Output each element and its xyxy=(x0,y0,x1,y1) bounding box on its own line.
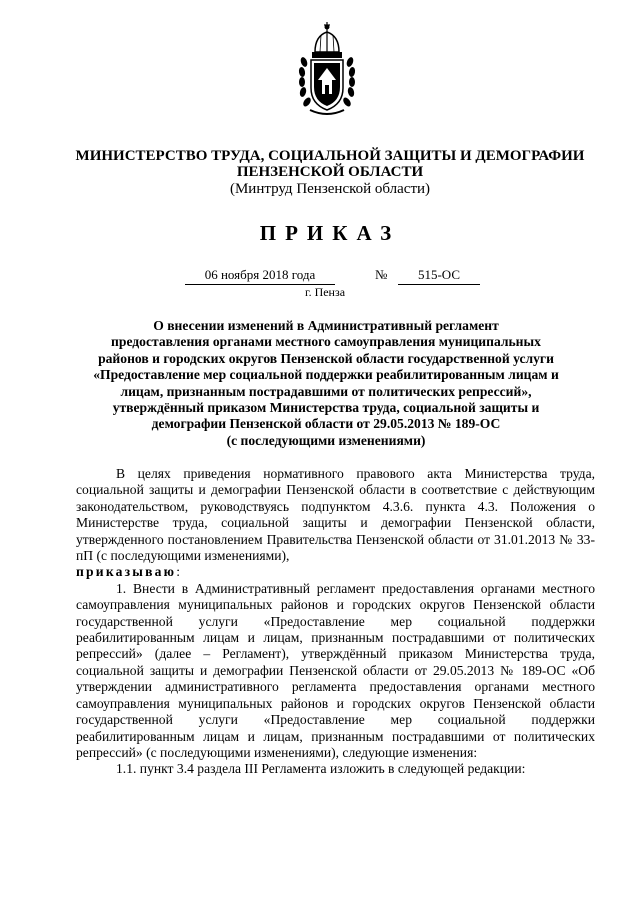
item-1-paragraph: 1. Внести в Административный регламент предоставления органами местного самоуправления муниципальных районов и городских округов Пензенской области государственной услуги «Предоставление мер социальной поддержки реабилитированным лицам и лицам, признанным пострадавшими от политических репрессий» (далее – Регламент), утверждённый приказом Министерства труда, социальной защиты и демографии Пензенской области от 29.05.2013 № 189-ОС «Об утверждении административного регламента предоставления органами местного самоуправления муниципальных районов и городских округов Пензенской области государственной услуги «Предоставление мер социальной поддержки реабилитированным лицам и лицам, признанным пострадавшими от политических репрессий» (с последующими изменениями), следующие изменения: xyxy=(76,580,595,760)
item-1-1-paragraph: 1.1. пункт 3.4 раздела III Регламента изложить в следующей редакции: xyxy=(116,761,526,777)
order-city: г. Пенза xyxy=(305,285,346,299)
number-sign: № xyxy=(375,267,388,282)
title-line: районов и городских округов Пензенской области государственной услуги xyxy=(98,350,554,366)
order-title xyxy=(60,318,592,449)
ministry-short-name: (Минтруд Пензенской области) xyxy=(229,181,431,197)
crown-icon xyxy=(312,22,342,58)
ministry-name-line1: МИНИСТЕРСТВО ТРУДА, СОЦИАЛЬНОЙ ЗАЩИТЫ И ДЕМОГРАФИИ xyxy=(75,148,585,164)
ministry-name-line2: ПЕНЗЕНСКОЙ ОБЛАСТИ xyxy=(236,164,424,180)
title-line: лицам, признанным пострадавшими от политических репрессий», xyxy=(120,383,532,399)
title-line: (с последующими изменениями) xyxy=(226,432,426,448)
title-line: О внесении изменений в Административный регламент xyxy=(153,318,499,333)
title-line: утверждённый приказом Министерства труда, социальной защиты и xyxy=(112,400,540,416)
title-line: демографии Пензенской области от 29.05.2013 № 189-ОС xyxy=(151,416,501,432)
command-word: приказываю xyxy=(76,564,177,580)
shield-icon xyxy=(311,60,343,110)
coat-of-arms-emblem xyxy=(298,22,356,118)
order-date: 06 ноября 2018 года xyxy=(185,267,335,285)
title-line: «Предоставление мер социальной поддержки реабилитированным лицам и xyxy=(93,367,559,383)
command-colon: : xyxy=(176,564,181,580)
document-type-heading: ПРИКАЗ xyxy=(259,221,401,245)
command-line xyxy=(76,564,595,580)
order-number: 515-ОС xyxy=(398,267,480,285)
title-line: предоставления органами местного самоуправления муниципальных xyxy=(111,334,541,350)
order-body xyxy=(76,466,595,778)
preamble-paragraph: В целях приведения нормативного правового акта Министерства труда, социальной защиты и демографии Пензенской области в соответствие с действующим законодательством, руководствуясь подпунктом 4.3.6. пункта 4.3. Положения о Министерстве труда, социальной защиты и демографии Пензенской области, утвержденного постановлением Правительства Пензенской области от 31.01.2013 № 33-пП (с последующими изменениями), xyxy=(76,466,595,564)
